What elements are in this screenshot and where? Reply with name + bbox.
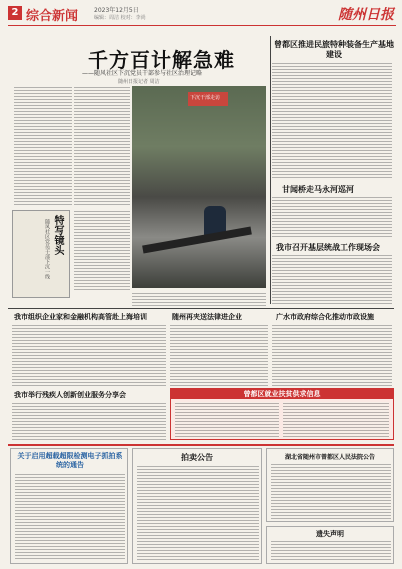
job-ad-body-right — [283, 402, 389, 438]
midmid-title: 随州再夹送法律进企业 — [172, 313, 242, 321]
lead-photo — [132, 86, 266, 288]
lowleft-body — [12, 402, 166, 440]
divider — [8, 444, 394, 446]
job-ad — [170, 388, 394, 440]
notice-4 — [266, 526, 394, 564]
divider — [270, 36, 271, 304]
midright-body — [272, 324, 392, 386]
lead-body-col2 — [74, 86, 130, 206]
right3-title: 我市召开基层统战工作现场会 — [276, 243, 380, 252]
edition-line: 编辑：周洁 校对：李尚 — [94, 15, 146, 21]
midmid-body — [170, 324, 268, 386]
notice-4-title: 遗失声明 — [316, 530, 344, 538]
job-ad-body-left — [175, 402, 279, 438]
lead-byline: 随州日报记者 周洁 — [118, 79, 160, 85]
notice-1 — [10, 448, 128, 564]
lowleft-title: 我市举行残疾人创新创业服务分享会 — [14, 391, 126, 399]
notice-2 — [132, 448, 262, 564]
notice-3 — [266, 448, 394, 522]
right3-body — [272, 254, 392, 304]
masthead — [8, 4, 396, 26]
right1-body — [272, 62, 392, 180]
photo-caption-box: 下沉干部走访 — [188, 92, 228, 106]
sidebar-title: 特写镜头 — [52, 215, 63, 255]
job-ad-title: 曾都区就业扶贫供求信息 — [171, 389, 393, 399]
sidebar-body: 随风社区党员干部下沉一线 — [44, 219, 50, 279]
lead-subtitle: ——随风社区下沉党员干部参与社区治理记略 — [82, 70, 203, 77]
notice-2-body — [137, 465, 259, 561]
midleft-body — [12, 324, 166, 386]
notice-2-title: 拍卖公告 — [181, 453, 213, 462]
divider — [8, 308, 394, 309]
right2-body — [272, 196, 392, 238]
photo-pipe — [142, 227, 252, 254]
lead-body-col3 — [74, 210, 130, 290]
paper-name: 随州日报 — [338, 7, 394, 23]
notice-3-body — [271, 463, 391, 519]
right1-title: 曾都区推进民旅特种装备生产基地建设 — [274, 40, 394, 59]
notice-1-title: 关于启用超载超限检测电子抓拍系统的通告 — [17, 452, 123, 469]
lead-body-col5 — [132, 292, 266, 306]
lead-body-col1 — [14, 86, 72, 206]
right2-title: 甘闻桥走马永河巡河 — [282, 185, 354, 194]
lead-title: 千方百计解急难 — [88, 48, 235, 72]
section-name: 综合新闻 — [26, 9, 79, 24]
date-line: 2023年12月5日 — [94, 7, 139, 14]
notice-3-title: 湖北省随州市曾都区人民法院公告 — [284, 454, 375, 461]
notice-4-body — [271, 540, 391, 562]
midleft-title: 我市组织企业家和金融机构高管赴上海培训 — [14, 313, 147, 321]
midright-title: 广水市政府综合化推动市政设施 — [276, 313, 374, 321]
sidebar-feature — [12, 210, 70, 298]
notice-1-body — [15, 473, 125, 561]
page-number: 2 — [8, 6, 22, 20]
